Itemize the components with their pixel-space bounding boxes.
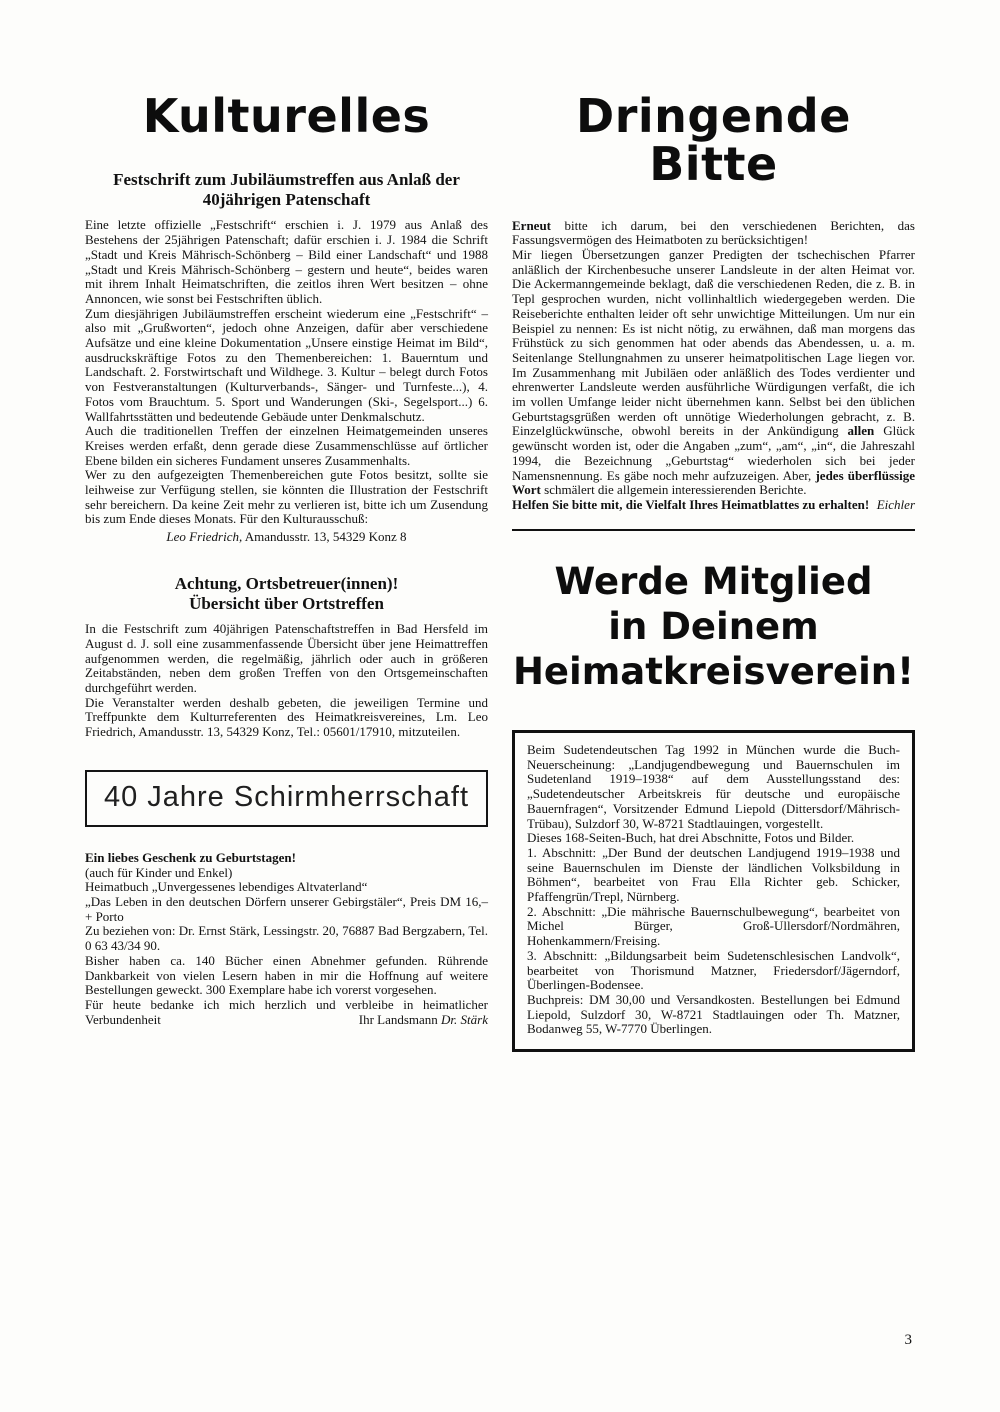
paragraph: Heimatbuch „Unvergessenes lebendiges Altvaterland“ xyxy=(85,879,368,895)
paragraph: Für heute bedanke ich mich herzlich und verbleibe in heimatlicher Verbundenheit xyxy=(85,996,488,1027)
membership-line-1: Werde Mitglied xyxy=(554,559,873,603)
paragraph: Auch die traditionellen Treffen der einzelnen Heimatgemeinden unseres Kreises werden erfaßt, denn gerade diese Zusammenschlüsse auf örtlicher Ebene bilden ein sicheres Fundament unseres Zusammenhalts. xyxy=(85,423,488,468)
headline-dringende-bitte: Dringende Bitte xyxy=(576,89,851,192)
article-geschenk xyxy=(85,851,488,1027)
article-dringende-bitte xyxy=(512,219,915,513)
article-ortstreffen xyxy=(85,574,488,740)
paragraph: In die Festschrift zum 40jährigen Patenschaftstreffen in Bad Hersfeld im August d. J. soll eine zusammenfassende Übersicht über jene Heimattreffen aufgenommen werden, die regelmäßig, jährlich oder auch in größeren Zeitabständen, neben dem großen Treffen von den Ortsgemeinschaften durchgeführt werden. xyxy=(85,621,488,696)
paragraph: 3. Abschnitt: „Bildungsarbeit beim Sudetenschlesischen Landvolk“, bearbeitet von Thorismund Matzner, Friedersdorf/Jägerndorf, Überlingen-Bodensee. xyxy=(527,947,900,993)
paragraph: Die Veranstalter werden deshalb gebeten, die jeweiligen Termine und Treffpunkte dem Kulturreferenten des Heimatkreisvereines, Lm. Leo Friedrich, Amandusstr. 13, 54329 Konz, Tel.: 05601/17910, mitzuteilen. xyxy=(85,694,488,740)
paragraph: 1. Abschnitt: „Der Bund der deutschen Landjugend 1919–1938 und seine Bauernschulen im Dienste der ländlichen Volksbildung in Böhmen“, bearbeitet von Frau Ella Richter geb. Schicker, Pfaffengrün/Trepl, Nürnberg. xyxy=(527,844,900,905)
schirmherrschaft-box-title: 40 Jahre Schirmherrschaft xyxy=(103,780,470,813)
article-festschrift-title: Festschrift zum Jubiläumstreffen aus Anlaß der 40jährigen Patenschaft xyxy=(113,170,460,210)
membership-appeal xyxy=(512,559,915,694)
emphasis: jedes überflüssige Wort xyxy=(512,467,915,498)
headline-kulturelles: Kulturelles xyxy=(142,89,431,143)
schirmherrschaft-box xyxy=(85,770,488,827)
membership-line-3: Heimatkreisverein! xyxy=(512,649,915,693)
paragraph-text: Glück gewünscht worden ist, oder die Angaben „zum“, „am“, „in“, die Jahreszahl 1994, die Bezeichnung „Geburtstag“ wiederholen sich bei jeder Namensnennung. Es gäbe noch mehr aufzuzeigen. Aber, xyxy=(512,423,915,483)
article-ortstreffen-title xyxy=(85,574,488,614)
paragraph: „Das Leben in den deutschen Dörfern unserer Gebirgstäler“, Preis DM 16,– + Porto xyxy=(85,893,488,924)
paragraph: Bisher haben ca. 140 Bücher einen Abnehmer gefunden. Rührende Dankbarkeit von vielen Lesern haben in mir die Hoffnung auf weitere Bestellungen geweckt. 300 Exemplare habe ich vorerst vorgesehen. xyxy=(85,952,488,998)
paragraph: Dieses 168-Seiten-Buch, hat drei Abschnitte, Fotos und Bilder. xyxy=(527,830,855,846)
paragraph: Eine letzte offizielle „Festschrift“ erschien i. J. 1979 aus Anlaß des Bestehens der 25jährigen Patenschaft; dafür erschien i. J. 1984 die Schrift „Stadt und Kreis Mährisch-Schönberg – Bild einer Landschaft“ und 1988 „Stadt und Kreis Mährisch-Schönberg – gestern und heute“, beides waren mit ihrem Inhalt Heimatschriften, die zeitlos ihren Wert besitzen – ohne Annoncen, wie sonst bei Festschriften üblich. xyxy=(85,217,488,306)
lead-word: Erneut xyxy=(512,217,551,233)
paragraph: Zu beziehen von: Dr. Ernst Stärk, Lessingstr. 20, 76887 Bad Bergzabern, Tel. 0 63 43/34 90. xyxy=(85,923,488,954)
right-column xyxy=(512,89,915,1412)
geschenk-lead: Ein liebes Geschenk zu Geburtstagen! xyxy=(85,849,296,865)
emphasis: allen xyxy=(847,423,875,439)
paragraph-text: Mir liegen Übersetzungen ganzer Predigten der tschechischen Pfarrer anläßlich der Kirchenbesuche unserer Landsleute in der alten Heimat vor. Die Ackermanngemeinde beklagt, daß die verschiedenen Reden, die z. B. in Tepl gesprochen wurden, nicht vollinhaltlich wiedergegeben werden. Die Reiseberichte enthalten leider oft sehr unwichtige Mitteilungen. Um nur ein Beispiel zu nennen: Es ist nicht nötig, zu erwähnen, daß man morgens das Frühstück zu sich genommen hat oder abends das Abendessen, u. a. m. Seitenlange Stellungnahmen zu unserer heimatpolitischen Lage liegen vor. Im Zusammenhang mit Jubiläen oder anläßlich des Todes verdienter und ehrenwerter Landsleute werden ausführliche Würdigungen verfaßt, die ich im vollen Umfange leider nicht übernehmen kann. Selbst bei den üblichen Geburtstagsgrüßen werden oft unnötige Wiederholungen gebracht, z. B. Einzelglückwünsche, obwohl bereits in der Ankündigung xyxy=(512,247,915,439)
paragraph xyxy=(512,219,915,248)
article-festschrift xyxy=(85,170,488,544)
page-number: 3 xyxy=(904,1332,912,1348)
paragraph: Zum diesjährigen Jubiläumstreffen erscheint wiederum eine „Festschrift“ – also mit „Grußworten“, jedoch ohne Anzeigen, dafür aber verschiedene Aufsätze und eine kleine Dokumentation „Unsere einstige Heimat im Bild“, ausdruckskräftige Fotos zu den Themenbereichen: 1. Bauerntum und Landschaft. 2. Forstwirtschaft und Wildhege. 3. Kultur – belegt durch Fotos von Festveranstaltungen (Kulturverbands-, Sänger- und Turnfeste...), 4. Fotos vom Brauchtum. 5. Sport und Wanderungen (Ski-, Segelsport...) 6. Wallfahrtsstätten und bedeutende Gebäude unter Denkmalschutz. xyxy=(85,305,488,424)
paragraph-text: schmälert die allgemein interessierenden Berichte. xyxy=(540,482,807,498)
paragraph: Wer zu den aufgezeigten Themenbereichen gute Fotos besitzt, sollte sie leihweise zur Verfügung stellen, sie könnten die Illustration der Festschrift sehr bereichern. Da keine Zeit mehr zu verlieren ist, bitte ich um Zusendung bis zum Ende dieses Monats. Für den Kulturausschuß: xyxy=(85,467,488,527)
paragraph-text: bitte ich darum, bei den verschiedenen Berichten, das Fassungsvermögen des Heimatboten zu berücksichtigen! xyxy=(512,217,915,248)
left-column xyxy=(85,89,488,1412)
paragraph: 2. Abschnitt: „Die mährische Bauernschulbewegung“, bearbeitet von Michel Bürger, Groß-Ullersdorf/Nordmähren, Hohenkammern/Freising. xyxy=(527,903,900,949)
book-announcement-box xyxy=(512,730,915,1052)
signature-name: Leo Friedrich, xyxy=(166,529,243,545)
title-line-1: Achtung, Ortsbetreuer(innen)! xyxy=(174,574,399,594)
membership-line-2: in Deinem xyxy=(608,604,819,648)
paragraph xyxy=(512,248,915,498)
appeal-line xyxy=(512,498,915,513)
signature-line xyxy=(85,529,488,544)
paragraph: Beim Sudetendeutschen Tag 1992 in München wurde die Buch-Neuerscheinung: „Landjugendbewegung und Bauernschulen im Sudetenland 1919–1938“ auf dem Ausstellungsstand des: „Sudetendeutscher Arbeitskreis für deutsche und europäische Bauernfragen“, Vorsitzender Edmund Liepold (Dittersdorf/Mährisch-Trübau), Sulzdorf 30, W-8721 Stadtlauingen, vorgestellt. xyxy=(527,742,900,831)
closing-roman: Ihr Landsmann xyxy=(358,1011,442,1027)
closing-name: Dr. Stärk xyxy=(441,1011,488,1027)
signature-address: Amandusstr. 13, 54329 Konz 8 xyxy=(242,529,407,545)
appeal-text: Helfen Sie bitte mit, die Vielfalt Ihres Heimatblattes zu erhalten! xyxy=(512,496,870,512)
title-line-2: Übersicht über Ortstreffen xyxy=(189,594,384,614)
paragraph: Buchpreis: DM 30,00 und Versandkosten. Bestellungen bei Edmund Liepold, Sulzdorf 30, W-8721 Stadtlauingen oder Th. Matzner, Bodanweg 55, W-7770 Überlingen. xyxy=(527,992,900,1037)
paragraph: (auch für Kinder und Enkel) xyxy=(85,864,233,880)
author-signature: Eichler xyxy=(876,496,915,512)
horizontal-rule xyxy=(512,529,915,531)
